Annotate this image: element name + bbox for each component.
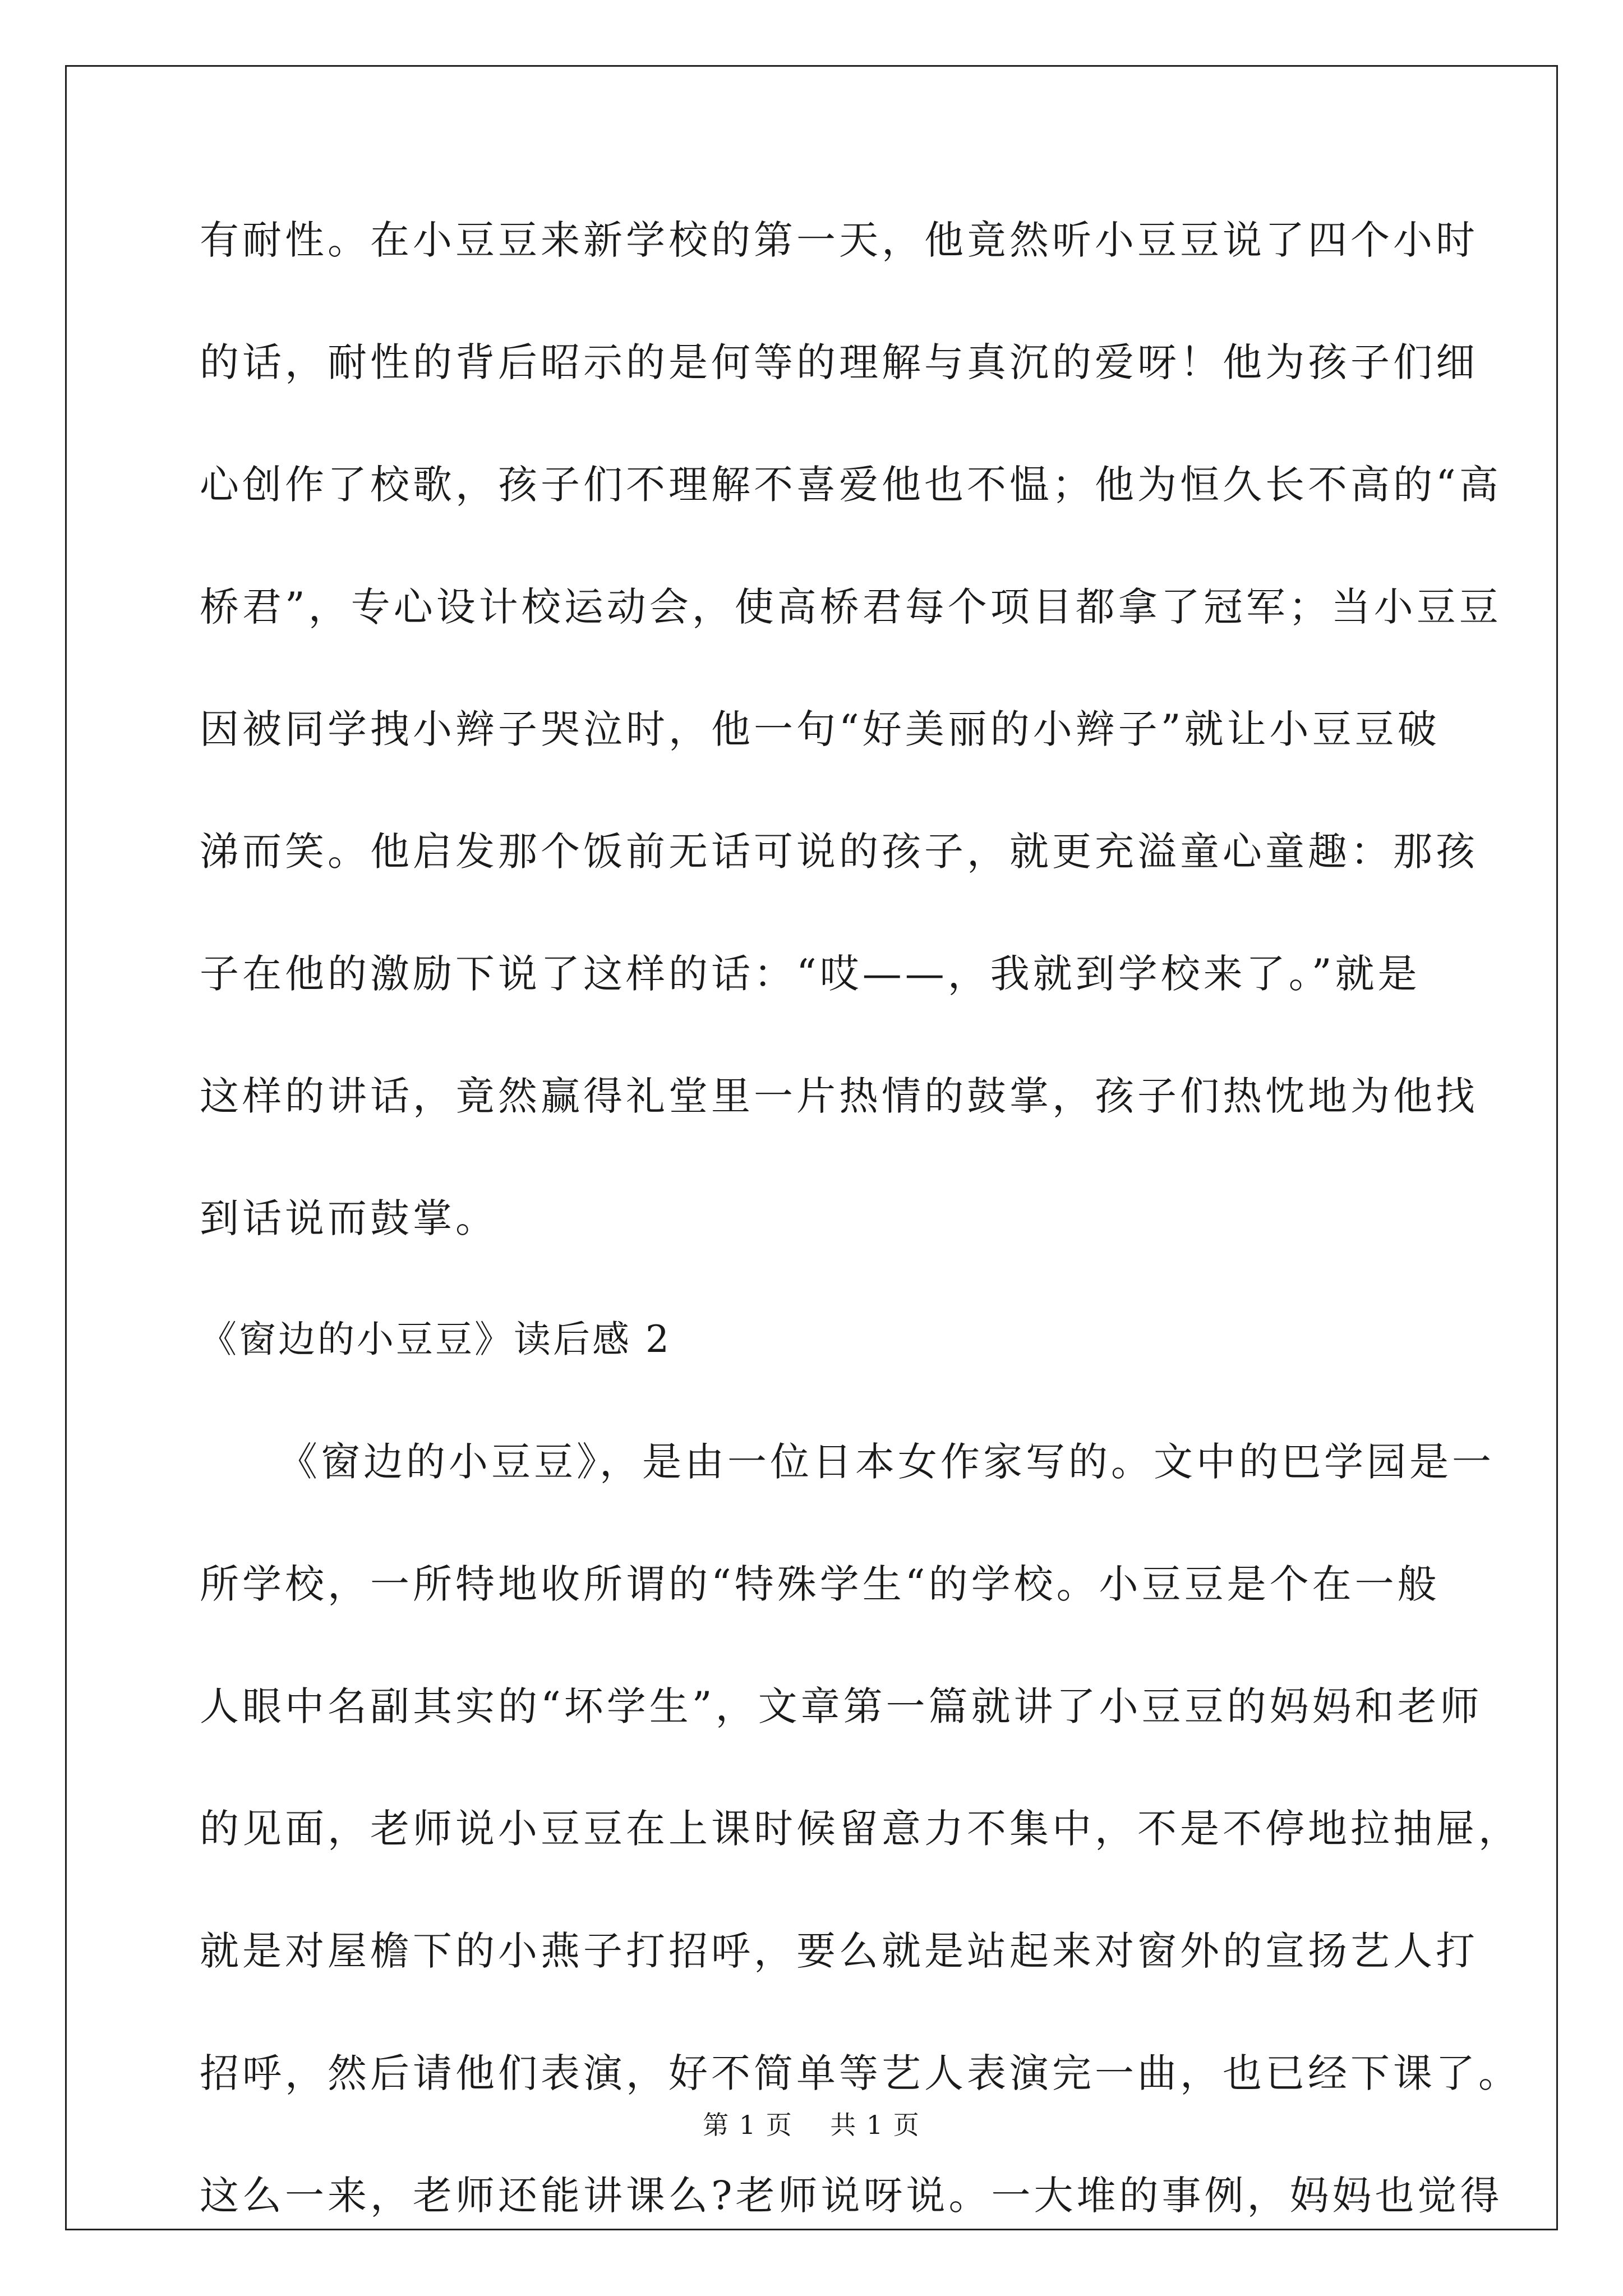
text-line: 的见面，老师说小豆豆在上课时候留意力不集中，不是不停地拉抽屉， [200,1806,1521,1852]
text-line: 招呼，然后请他们表演，好不简单等艺人表演完一曲，也已经下课了。 [200,2050,1521,2096]
text-line: 就是对屋檐下的小燕子打招呼，要么就是站起来对窗外的宣扬艺人打 [200,1928,1478,1974]
text-line: 有耐性。在小豆豆来新学校的第一天，他竟然听小豆豆说了四个小时 [200,217,1478,263]
text-line: 的话，耐性的背后昭示的是何等的理解与真沉的爱呀！他为孩子们细 [200,339,1478,385]
section-title: 《窗边的小豆豆》读后感 2 [200,1318,671,1361]
text-line: 人眼中名副其实的“坏学生”，文章第一篇就讲了小豆豆的妈妈和老师 [200,1683,1483,1729]
text-line: 《窗边的小豆豆》，是由一位日本女作家写的。文中的巴学园是一 [278,1439,1495,1485]
paragraph-2 [200,1439,1521,2219]
document-body [200,217,1521,2219]
text-line: 这样的讲话，竟然赢得礼堂里一片热情的鼓掌，孩子们热忱地为他找 [200,1073,1478,1119]
text-line: 所学校，一所特地收所谓的“特殊学生“的学校。小豆豆是个在一般 [200,1561,1440,1607]
text-line: 桥君”，专心设计校运动会，使高桥君每个项目都拿了冠军；当小豆豆 [200,584,1502,630]
text-line: 子在他的激励下说了这样的话：“哎——，我就到学校来了。”就是 [200,951,1421,997]
paragraph-1 [200,217,1502,1241]
text-line: 这么一来，老师还能讲课么?老师说呀说。一大堆的事例，妈妈也觉得 [200,2173,1503,2219]
text-line: 涕而笑。他启发那个饭前无话可说的孩子，就更充溢童心童趣：那孩 [200,829,1478,875]
text-line: 心创作了校歌，孩子们不理解不喜爱他也不愠；他为恒久长不高的“高 [200,462,1502,508]
page-number-footer: 第 1 页 共 1 页 [703,2110,920,2140]
text-line: 因被同学拽小辫子哭泣时，他一句“好美丽的小辫子”就让小豆豆破 [200,706,1440,752]
text-line: 到话说而鼓掌。 [200,1195,498,1241]
